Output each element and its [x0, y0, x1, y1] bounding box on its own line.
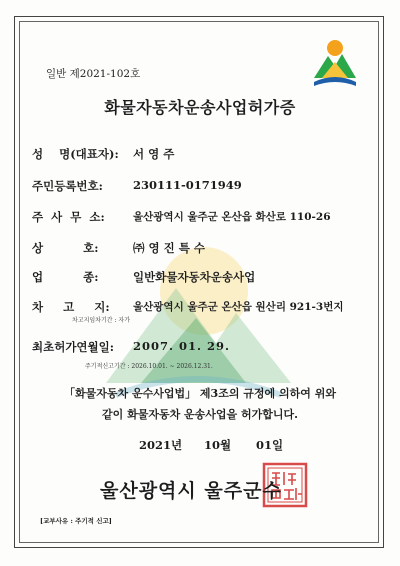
ulju-county-emblem [312, 38, 358, 90]
field-label-garage: 차 고 지: [32, 300, 110, 314]
issue-year: 2021년 [139, 438, 183, 452]
issue-day: 01일 [256, 438, 284, 452]
field-label-company: 상 호: [32, 241, 99, 255]
certificate-title: 화물자동차운송사업허가증 [104, 98, 296, 117]
field-label-name: 성 명(대표자): [32, 147, 119, 161]
field-value-company: ㈜ 영 진 특 수 [133, 241, 205, 255]
issuer-name: 울산광역시 울주군수 [100, 480, 282, 502]
first-permit-label: 최초허가연월일: [32, 340, 115, 354]
field-label-main-office: 주 사 무 소: [32, 210, 105, 224]
field-value-business-type: 일반화물자동차운송사업 [133, 270, 256, 284]
body-line-1: 「화물자동차 운수사업법」 제3조의 규정에 의하여 위와 [64, 387, 336, 400]
field-value-main-office: 울산광역시 울주군 온산읍 화산로 110-26 [133, 211, 331, 223]
field-label-business-type: 업 종: [32, 270, 99, 284]
field-label-resident-number: 주민등록번호: [32, 179, 103, 193]
issue-reason: [교부사유 : 주기적 신고] [40, 517, 112, 525]
field-value-garage: 울산광역시 울주군 온산읍 원산리 921-3번지 [133, 301, 344, 313]
field-value-name: 서 영 주 [133, 147, 175, 161]
document-number: 일반 제2021-102호 [46, 68, 141, 80]
issue-month: 10월 [204, 438, 232, 452]
field-value-resident-number: 230111-0171949 [133, 178, 242, 192]
first-permit-date: 2007. 01. 29. [133, 339, 231, 353]
garage-lease-period: 차고지임차기간 : 자가 [72, 317, 131, 324]
body-line-2: 같이 화물자동차 운송사업을 허가합니다. [102, 408, 298, 421]
periodic-report-period: 주기적신고기간 : 2026.10.01. ~ 2026.12.31. [85, 363, 213, 370]
